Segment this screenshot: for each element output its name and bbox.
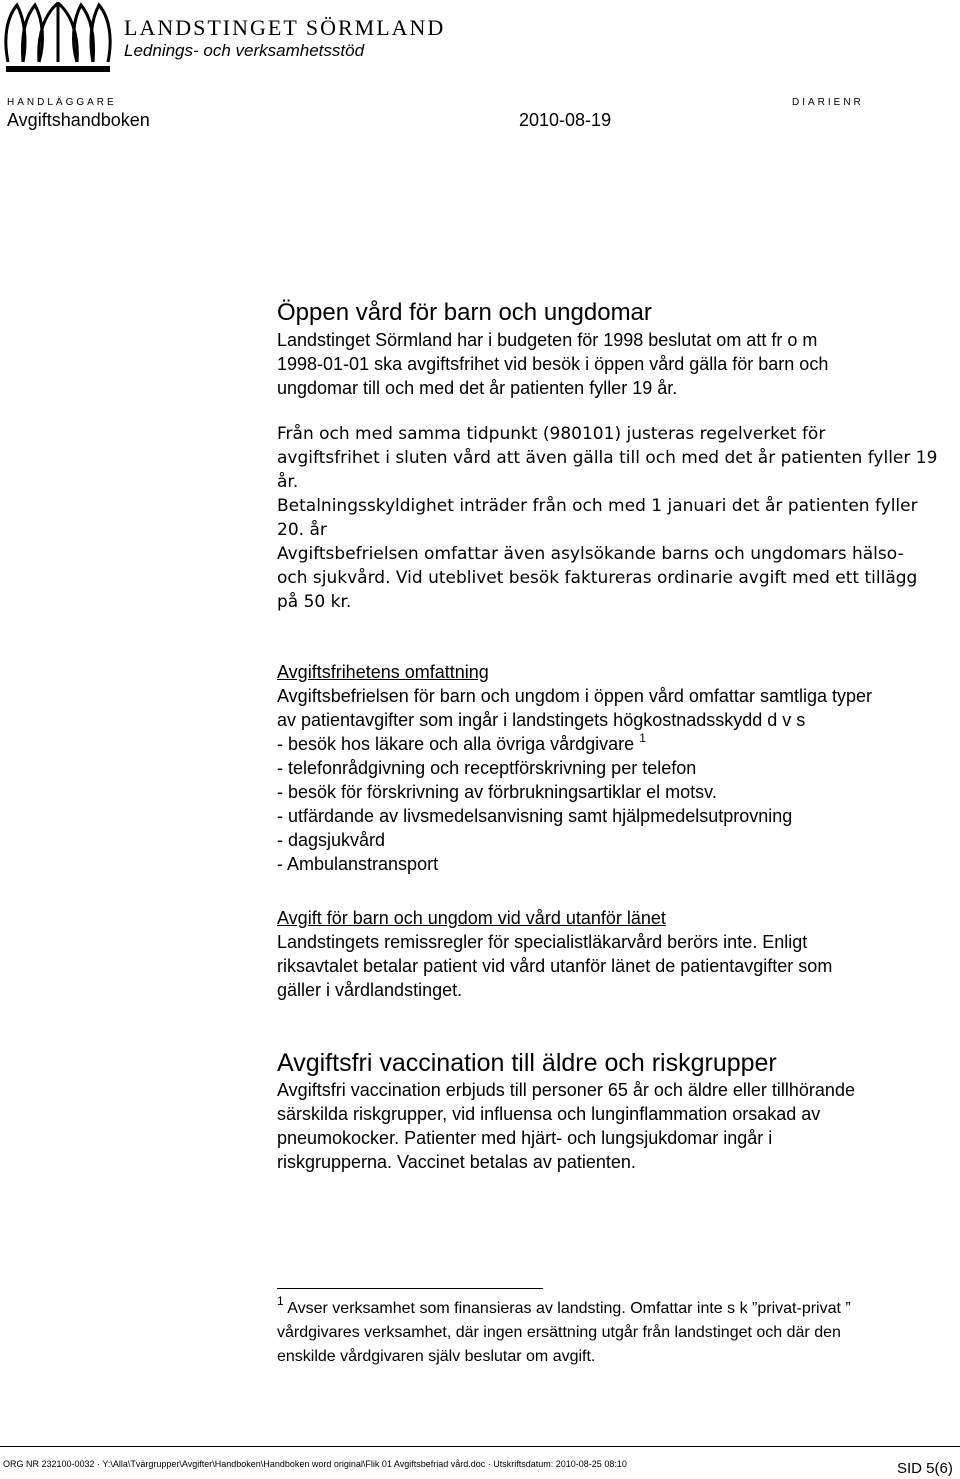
section-title-omfattning: Avgiftsfrihetens omfattning bbox=[277, 662, 489, 682]
diarienr-label: DIARIENR bbox=[792, 97, 864, 108]
paragraph-line: pneumokocker. Patienter med hjärt- och lungsjukdomar ingår i bbox=[277, 1128, 773, 1148]
list-item: - Ambulanstransport bbox=[277, 854, 439, 874]
paragraph-line: riksavtalet betalar patient vid vård utanför länet de patientavgifter som bbox=[277, 956, 833, 976]
list-item: - utfärdande av livsmedelsanvisning samt hjälpmedelsutprovning bbox=[277, 806, 793, 826]
document-body bbox=[277, 298, 949, 1174]
footnote-text: enskilde vårdgivaren själv beslutar om avgift. bbox=[277, 1348, 596, 1365]
document-date: 2010-08-19 bbox=[519, 110, 612, 130]
paragraph-line: särskilda riskgrupper, vid influensa och lunginflammation orsakad av bbox=[277, 1104, 821, 1124]
paragraph-line: ungdomar till och med det år patienten fyller 19 år. bbox=[277, 378, 678, 398]
paragraph-line: på 50 kr. bbox=[277, 592, 352, 612]
paragraph-line: år. bbox=[277, 472, 299, 492]
handlaggare-value: Avgiftshandboken bbox=[7, 110, 150, 130]
footnote-separator bbox=[277, 1288, 543, 1289]
page-number: SID 5(6) bbox=[897, 1460, 953, 1477]
list-item bbox=[277, 732, 949, 756]
footer-separator bbox=[0, 1446, 960, 1447]
paragraph-line: 20. år bbox=[277, 520, 327, 540]
section-title-oppen-vard: Öppen vård för barn och ungdomar bbox=[277, 299, 652, 326]
list-item: - dagsjukvård bbox=[277, 830, 386, 850]
paragraph-line: Landstinget Sörmland har i budgeten för 1998 beslutat om att fr o m bbox=[277, 330, 818, 350]
section-title-vaccination: Avgiftsfri vaccination till äldre och riskgrupper bbox=[277, 1049, 777, 1077]
list-item: - besök för förskrivning av förbrukningsartiklar el motsv. bbox=[277, 782, 717, 802]
footer-text: ORG NR 232100-0032 · Y:\Alla\Tvärgrupper\Avgifter\Handboken\Handboken word original\Flik 01 Avgiftsbefriad vård.doc · Utskriftsdatum: 2010-08-25 08:10 bbox=[3, 1459, 627, 1469]
tulip-logo-icon bbox=[3, 2, 113, 72]
paragraph-line: och sjukvård. Vid uteblivet besök faktureras ordinarie avgift med ett tillägg bbox=[277, 568, 918, 588]
paragraph-line: av patientavgifter som ingår i landstingets högkostnadsskydd d v s bbox=[277, 710, 806, 730]
list-item: - telefonrådgivning och receptförskrivning per telefon bbox=[277, 758, 697, 778]
handlaggare-label: HANDLÄGGARE bbox=[7, 97, 117, 108]
paragraph-line: Från och med samma tidpunkt (980101) justeras regelverket för bbox=[277, 424, 826, 444]
footnote-reference: 1 bbox=[639, 731, 646, 745]
paragraph-line: riskgrupperna. Vaccinet betalas av patienten. bbox=[277, 1152, 636, 1172]
org-name: LANDSTINGET SÖRMLAND bbox=[124, 15, 446, 40]
list-item-text: - besök hos läkare och alla övriga vårdgivare bbox=[277, 734, 640, 754]
org-subtitle: Lednings- och verksamhetsstöd bbox=[124, 41, 365, 60]
footnote-text: Avser verksamhet som finansieras av landsting. Omfattar inte s k ”privat-privat ” bbox=[283, 1300, 851, 1317]
paragraph-line: Avgiftsbefrielsen för barn och ungdom i öppen vård omfattar samtliga typer bbox=[277, 686, 872, 706]
paragraph-line: Avgiftsbefrielsen omfattar även asylsökande barns och ungdomars hälso- bbox=[277, 544, 904, 564]
footnote bbox=[277, 1294, 949, 1369]
paragraph-line: gäller i vårdlandstinget. bbox=[277, 980, 463, 1000]
paragraph-line: avgiftsfrihet i sluten vård att även gälla till och med det år patienten fyller 19 bbox=[277, 448, 938, 468]
paragraph-line: Landstingets remissregler för specialistläkarvård berörs inte. Enligt bbox=[277, 932, 808, 952]
section-title-utanfor-lanet: Avgift för barn och ungdom vid vård utanför länet bbox=[277, 908, 666, 928]
footnote-text: vårdgivares verksamhet, där ingen ersättning utgår från landstinget och där den bbox=[277, 1324, 841, 1341]
paragraph-line: 1998-01-01 ska avgiftsfrihet vid besök i öppen vård gälla för barn och bbox=[277, 354, 829, 374]
paragraph-line: Betalningsskyldighet inträder från och med 1 januari det år patienten fyller bbox=[277, 496, 918, 516]
footnote-number: 1 bbox=[277, 1294, 284, 1308]
paragraph-line: Avgiftsfri vaccination erbjuds till personer 65 år och äldre eller tillhörande bbox=[277, 1080, 855, 1100]
